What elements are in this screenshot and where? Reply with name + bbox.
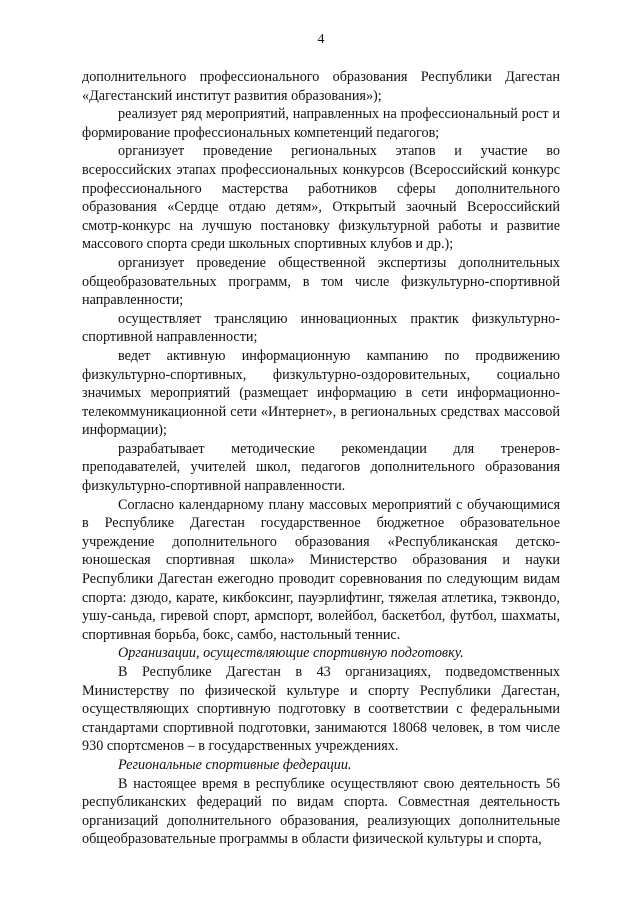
paragraph: организует проведение общественной экспертизы дополнительных общеобразовательных программ, в том числе физкультурно-спортивной направленности; — [82, 254, 560, 309]
section-heading: Организации, осуществляющие спортивную подготовку. — [118, 645, 464, 662]
paragraph: В Республике Дагестан в 43 организациях, подведомственных Министерству по физической культуре и спорту Республики Дагестан, осуществляющих спортивную подготовку в соответствии с федеральными стандартами спортивной подготовки, занимаются 18068 человек, в том числе 930 спортсменов – в государственных учреждениях. — [82, 664, 560, 755]
paragraph: дополнительного профессионального образования Республики Дагестан «Дагестанский институт развития образования»); — [82, 69, 560, 104]
paragraph: организует проведение региональных этапов и участие во всероссийских этапах профессиональных конкурсов (Всероссийский конкурс профессионального мастерства работников сферы дополнительного образования «Сердце отдаю детям», Открытый заочный Всероссийский смотр-конкурс на лучшую постановку физкультурной работы и развитие массового спорта среди школьных спортивных клубов и др.); — [82, 143, 560, 253]
paragraph: осуществляет трансляцию инновационных практик физкультурно-спортивной направленности; — [82, 310, 560, 346]
paragraph: ведет активную информационную кампанию по продвижению физкультурно-спортивных, физкультурно-оздоровительных, социально значимых мероприятий (размещает информацию в сети информационно-телекоммуникационной сети «Интернет», в региональных средствах массовой информации); — [82, 347, 560, 439]
page-number: 4 — [317, 32, 325, 47]
paragraph: В настоящее время в республике осуществляют свою деятельность 56 республиканских федераций по видам спорта. Совместная деятельность организаций дополнительного образования, реализующих дополнительные общеобразовательные программы в области физической культуры и спорта, — [82, 775, 560, 848]
paragraph: реализует ряд мероприятий, направленных на профессиональный рост и формирование профессиональных компетенций педагогов; — [82, 106, 560, 141]
paragraph: Согласно календарному плану массовых мероприятий с обучающимися в Республике Дагестан государственное бюджетное образовательное учреждение дополнительного образования «Республиканская детско-юношеская спортивная школа» Министерство образования и науки Республики Дагестан ежегодно проводит соревнования по следующим видам спорта: дзюдо, карате, кикбоксинг, пауэрлифтинг, тяжелая атлетика, тэквондо, ушу-саньда, гиревой спорт, армспорт, волейбол, баскетбол, футбол, шахматы, спортивная борьба, бокс, самбо, настольный теннис. — [82, 496, 560, 643]
paragraph: разрабатывает методические рекомендации для тренеров-преподавателей, учителей школ, педагогов дополнительного образования физкультурно-спортивной направленности. — [82, 440, 560, 495]
section-heading: Региональные спортивные федерации. — [118, 756, 352, 773]
